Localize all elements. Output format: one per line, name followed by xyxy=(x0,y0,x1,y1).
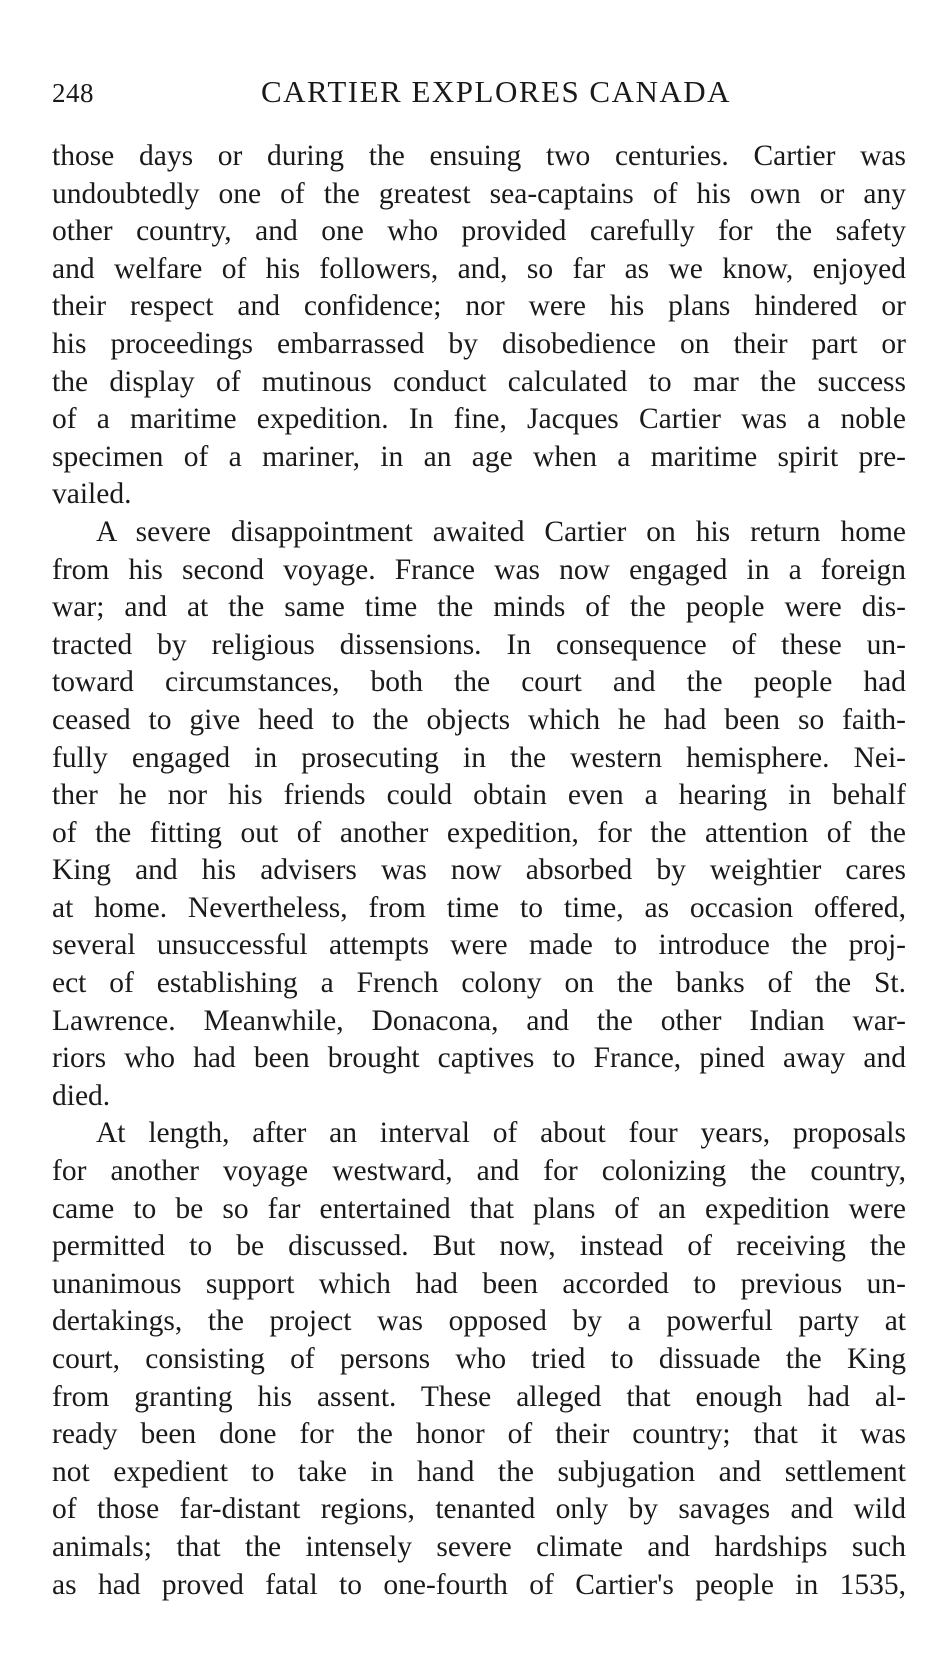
text-line: other country, and one who provided carefully for the safety xyxy=(52,215,906,248)
text-line: undoubtedly one of the greatest sea-captains of his own or any xyxy=(52,177,906,210)
text-line: of those far-distant regions, tenanted only by savages and wild xyxy=(52,1493,906,1526)
text-line: died. xyxy=(52,1079,111,1112)
text-line: came to be so far entertained that plans of an expedition were xyxy=(52,1192,906,1225)
text-line: at home. Nevertheless, from time to time, as occasion offered, xyxy=(52,891,906,924)
text-line: unanimous support which had been accorded to previous un- xyxy=(52,1267,906,1300)
text-line: not expedient to take in hand the subjugation and settlement xyxy=(52,1455,906,1488)
paragraph xyxy=(52,138,906,514)
text-line: his proceedings embarrassed by disobedience on their part or xyxy=(52,327,906,360)
text-line: tracted by religious dissensions. In consequence of these un- xyxy=(52,628,906,661)
text-line: of the fitting out of another expedition, for the attention of the xyxy=(52,816,906,849)
paragraph xyxy=(52,1115,906,1604)
text-line: At length, after an interval of about four years, proposals xyxy=(96,1117,906,1150)
text-line: Lawrence. Meanwhile, Donacona, and the other Indian war- xyxy=(52,1004,906,1037)
text-line: permitted to be discussed. But now, instead of receiving the xyxy=(52,1230,906,1263)
page-number: 248 xyxy=(52,78,94,108)
text-line: their respect and confidence; nor were his plans hindered or xyxy=(52,290,906,323)
text-line: ceased to give heed to the objects which he had been so faith- xyxy=(52,703,906,736)
text-line: and welfare of his followers, and, so far as we know, enjoyed xyxy=(52,252,906,285)
text-line: dertakings, the project was opposed by a powerful party at xyxy=(52,1305,906,1338)
text-line: A severe disappointment awaited Cartier on his return home xyxy=(96,515,906,548)
text-line: war; and at the same time the minds of the people were dis- xyxy=(52,591,906,624)
text-line: from granting his assent. These alleged that enough had al- xyxy=(52,1380,906,1413)
text-line: riors who had been brought captives to France, pined away and xyxy=(52,1042,906,1075)
text-line: the display of mutinous conduct calculated to mar the success xyxy=(52,365,906,398)
text-line: for another voyage westward, and for colonizing the country, xyxy=(52,1155,906,1188)
text-line: specimen of a mariner, in an age when a maritime spirit pre- xyxy=(52,440,906,473)
text-line: toward circumstances, both the court and the people had xyxy=(52,666,906,699)
paragraph xyxy=(52,514,906,1116)
body-text xyxy=(52,138,906,1604)
text-line: from his second voyage. France was now engaged in a foreign xyxy=(52,553,906,586)
text-line: those days or during the ensuing two centuries. Cartier was xyxy=(52,140,906,172)
text-line: court, consisting of persons who tried to dissuade the King xyxy=(52,1343,906,1375)
text-line: ready been done for the honor of their country; that it was xyxy=(52,1418,906,1451)
text-line: several unsuccessful attempts were made to introduce the proj- xyxy=(52,929,906,962)
text-line: ther he nor his friends could obtain even a hearing in behalf xyxy=(52,779,906,812)
running-title: CARTIER EXPLORES CANADA xyxy=(260,74,732,109)
text-line: of a maritime expedition. In fine, Jacques Cartier was a noble xyxy=(52,403,906,436)
text-line: ect of establishing a French colony on the banks of the St. xyxy=(52,967,906,1000)
text-line: King and his advisers was now absorbed by weightier cares xyxy=(52,854,906,887)
text-line: as had proved fatal to one-fourth of Cartier's people in 1535, xyxy=(52,1568,906,1601)
text-line: animals; that the intensely severe climate and hardships such xyxy=(52,1530,906,1563)
page-header xyxy=(52,72,906,112)
text-line: vailed. xyxy=(52,478,132,511)
text-line: fully engaged in prosecuting in the western hemisphere. Nei- xyxy=(52,741,906,774)
